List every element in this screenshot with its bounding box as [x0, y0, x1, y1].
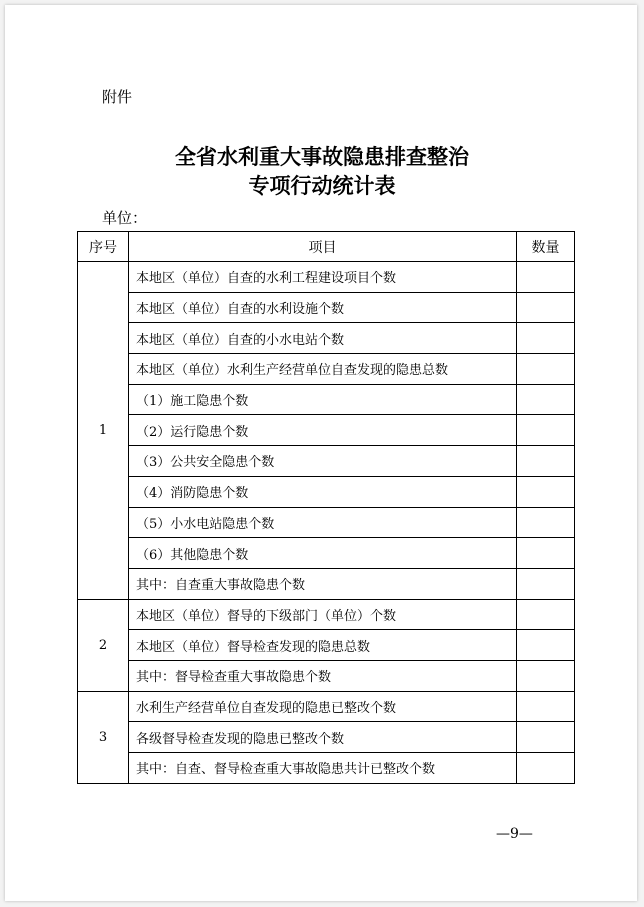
- quantity-cell[interactable]: [517, 753, 575, 784]
- table-row: [78, 753, 575, 784]
- table-row: [78, 476, 575, 507]
- table-row: [78, 415, 575, 446]
- table-body: [78, 262, 575, 784]
- quantity-cell[interactable]: [517, 415, 575, 446]
- item-cell: 其中：自查、督导检查重大事故隐患共计已整改个数: [129, 753, 517, 784]
- table-row: [78, 568, 575, 599]
- item-cell: 其中：自查重大事故隐患个数: [129, 568, 517, 599]
- item-cell: 本地区（单位）督导的下级部门（单位）个数: [129, 599, 517, 630]
- item-cell: （1）施工隐患个数: [129, 384, 517, 415]
- item-cell: （4）消防隐患个数: [129, 476, 517, 507]
- table-row: [78, 599, 575, 630]
- item-cell: 其中：督导检查重大事故隐患个数: [129, 660, 517, 691]
- row-number: 2: [78, 599, 129, 691]
- quantity-cell[interactable]: [517, 262, 575, 293]
- table-row: [78, 354, 575, 385]
- title-line-2: 专项行动统计表: [248, 174, 396, 198]
- item-cell: （3）公共安全隐患个数: [129, 446, 517, 477]
- quantity-cell[interactable]: [517, 630, 575, 661]
- quantity-cell[interactable]: [517, 660, 575, 691]
- item-cell: （2）运行隐患个数: [129, 415, 517, 446]
- statistics-table: [77, 231, 575, 784]
- table-row: [78, 507, 575, 538]
- header-item: 项目: [129, 232, 517, 262]
- table-row: [78, 292, 575, 323]
- row-number: 3: [78, 691, 129, 783]
- table-row: [78, 384, 575, 415]
- item-cell: 本地区（单位）自查的水利工程建设项目个数: [129, 262, 517, 293]
- table-row: [78, 691, 575, 722]
- table-row: [78, 262, 575, 293]
- quantity-cell[interactable]: [517, 384, 575, 415]
- quantity-cell[interactable]: [517, 538, 575, 569]
- page-number: —9—: [496, 826, 533, 842]
- quantity-cell[interactable]: [517, 354, 575, 385]
- quantity-cell[interactable]: [517, 599, 575, 630]
- header-qty: 数量: [517, 232, 575, 262]
- item-cell: 本地区（单位）水利生产经营单位自查发现的隐患总数: [129, 354, 517, 385]
- table-row: [78, 446, 575, 477]
- quantity-cell[interactable]: [517, 722, 575, 753]
- attachment-label: 附件: [102, 88, 133, 106]
- quantity-cell[interactable]: [517, 507, 575, 538]
- quantity-cell[interactable]: [517, 323, 575, 354]
- title-line-1: 全省水利重大事故隐患排查整治: [175, 145, 469, 169]
- table-row: [78, 722, 575, 753]
- table-row: [78, 630, 575, 661]
- quantity-cell[interactable]: [517, 568, 575, 599]
- quantity-cell[interactable]: [517, 691, 575, 722]
- item-cell: （5）小水电站隐患个数: [129, 507, 517, 538]
- item-cell: 水利生产经营单位自查发现的隐患已整改个数: [129, 691, 517, 722]
- item-cell: 各级督导检查发现的隐患已整改个数: [129, 722, 517, 753]
- quantity-cell[interactable]: [517, 446, 575, 477]
- item-cell: 本地区（单位）自查的水利设施个数: [129, 292, 517, 323]
- quantity-cell[interactable]: [517, 292, 575, 323]
- item-cell: 本地区（单位）督导检查发现的隐患总数: [129, 630, 517, 661]
- quantity-cell[interactable]: [517, 476, 575, 507]
- table-header-row: [78, 232, 575, 262]
- table-row: [78, 660, 575, 691]
- item-cell: （6）其他隐患个数: [129, 538, 517, 569]
- header-no: 序号: [78, 232, 129, 262]
- row-number: 1: [78, 262, 129, 600]
- unit-label: 单位：: [102, 209, 148, 227]
- table-row: [78, 538, 575, 569]
- item-cell: 本地区（单位）自查的小水电站个数: [129, 323, 517, 354]
- table-row: [78, 323, 575, 354]
